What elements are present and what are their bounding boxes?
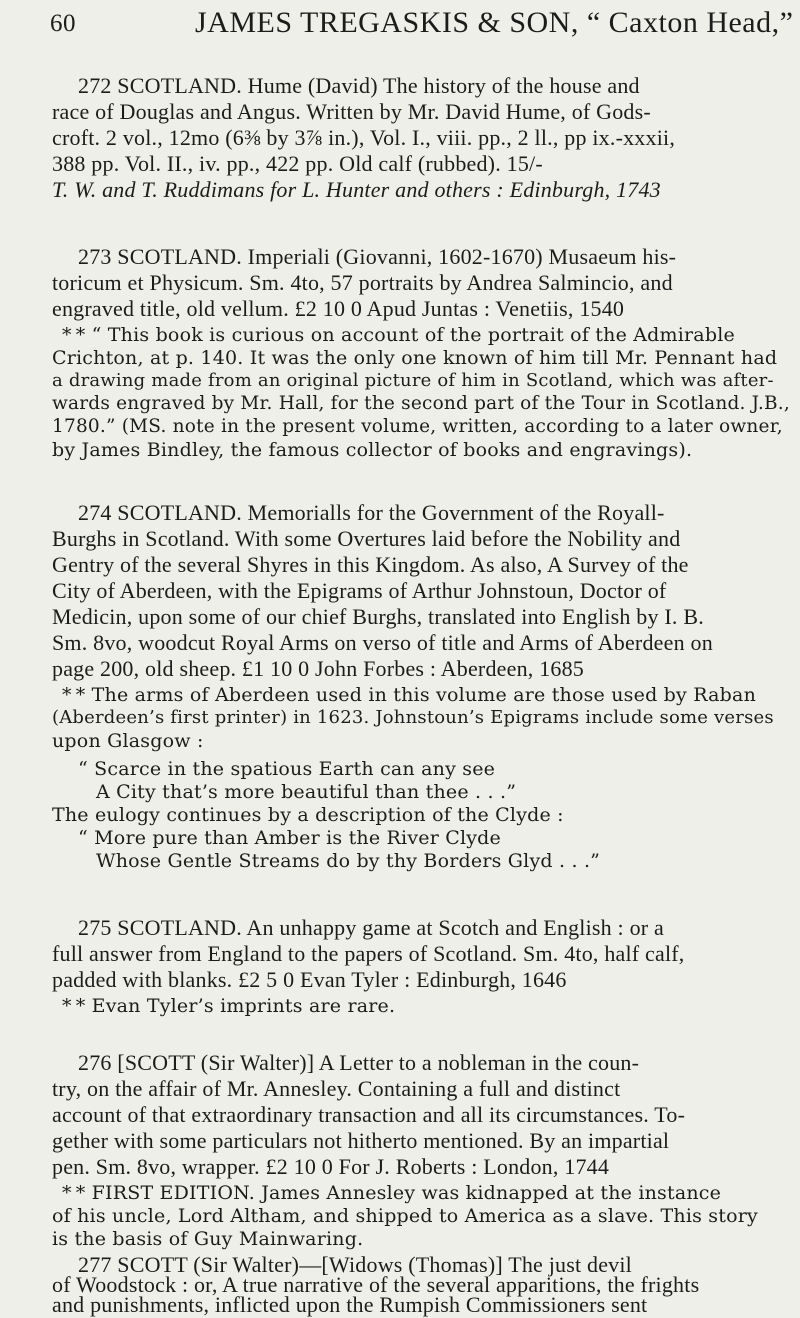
verse-line: “ More pure than Amber is the River Clyde <box>78 827 501 849</box>
entry-note: * * Evan Tyler’s imprints are rare. <box>62 995 396 1017</box>
entry-line: pen. Sm. 8vo, wrapper. £2 10 0 For J. Roberts : London, 1744 <box>52 1154 610 1179</box>
entry-note: a drawing made from an original picture of him in Scotland, which was after- <box>52 370 774 391</box>
verse-line: A City that’s more beautiful than thee . . .” <box>96 781 517 803</box>
entry-line: 388 pp. Vol. II., iv. pp., 422 pp. Old calf (rubbed). 15/- <box>52 151 543 176</box>
entry-line: Burghs in Scotland. With some Overtures laid before the Nobility and <box>52 526 681 551</box>
entry-note: 1780.” (MS. note in the present volume, written, according to a later owner, <box>52 416 783 437</box>
entry-line: 273 SCOTLAND. Imperiali (Giovanni, 1602-1670) Musaeum his- <box>78 244 677 269</box>
entry-line: 272 SCOTLAND. Hume (David) The history of the house and <box>78 73 640 98</box>
entry-line: page 200, old sheep. £1 10 0 John Forbes : Aberdeen, 1685 <box>52 656 584 681</box>
entry-note: Crichton, at p. 140. It was the only one known of him till Mr. Pennant had <box>52 347 778 369</box>
entry-line: race of Douglas and Angus. Written by Mr. David Hume, of Gods- <box>52 99 651 124</box>
entry-note: by James Bindley, the famous collector of books and engravings). <box>52 439 693 461</box>
entry-note: (Aberdeen’s first printer) in 1623. Johnstoun’s Epigrams include some verses <box>52 707 774 728</box>
entry-note: of his uncle, Lord Altham, and shipped to America as a slave. This story <box>52 1205 758 1227</box>
entry-line: 277 SCOTT (Sir Walter)—[Widows (Thomas)] The just devil <box>78 1252 632 1277</box>
entry-note: * * FIRST EDITION. James Annesley was kidnapped at the instance <box>62 1182 722 1204</box>
entry-line: toricum et Physicum. Sm. 4to, 57 portraits by Andrea Salmincio, and <box>52 270 673 295</box>
entry-line: croft. 2 vol., 12mo (6⅜ by 3⅞ in.), Vol. I., viii. pp., 2 ll., pp ix.-xxxii, <box>52 125 676 150</box>
entry-line: 274 SCOTLAND. Memorialls for the Government of the Royall- <box>78 500 665 525</box>
page-header <box>50 6 794 56</box>
entry-note: The eulogy continues by a description of the Clyde : <box>52 804 564 826</box>
verse-line: “ Scarce in the spatious Earth can any see <box>78 758 496 780</box>
entry-note: is the basis of Guy Mainwaring. <box>52 1228 364 1250</box>
entry-line: engraved title, old vellum. £2 10 0 Apud Juntas : Venetiis, 1540 <box>52 296 625 321</box>
entry-note: * * “ This book is curious on account of the portrait of the Admirable <box>62 324 735 346</box>
verse-line: Whose Gentle Streams do by thy Borders Glyd . . .” <box>96 850 601 872</box>
entry-line: full answer from England to the papers of Scotland. Sm. 4to, half calf, <box>52 941 685 966</box>
entry-note: wards engraved by Mr. Hall, for the second part of the Tour in Scotland. J.B., <box>52 393 790 414</box>
entry-line: 276 [SCOTT (Sir Walter)] A Letter to a nobleman in the coun- <box>78 1050 640 1075</box>
entry-imprint: T. W. and T. Ruddimans for L. Hunter and others : Edinburgh, 1743 <box>52 177 661 202</box>
entry-line: account of that extraordinary transaction and all its circumstances. To- <box>52 1102 686 1127</box>
entry-line: padded with blanks. £2 5 0 Evan Tyler : Edinburgh, 1646 <box>52 967 567 992</box>
entry-line: Gentry of the several Shyres in this Kingdom. As also, A Survey of the <box>52 552 689 577</box>
entry-line: try, on the affair of Mr. Annesley. Containing a full and distinct <box>52 1076 621 1101</box>
entry-line: 275 SCOTLAND. An unhappy game at Scotch and English : or a <box>78 915 664 940</box>
running-title: JAMES TREGASKIS & SON, “ Caxton Head,” <box>195 6 794 39</box>
entry-note: * * The arms of Aberdeen used in this volume are those used by Raban <box>62 684 757 706</box>
page-number: 60 <box>50 10 76 37</box>
entry-line: Medicin, upon some of our chief Burghs, translated into English by I. B. <box>52 604 704 629</box>
entry-line: gether with some particulars not hitherto mentioned. By an impartial <box>52 1128 670 1153</box>
entry-line: City of Aberdeen, with the Epigrams of Arthur Johnstoun, Doctor of <box>52 578 667 603</box>
entry-line: Sm. 8vo, woodcut Royal Arms on verso of title and Arms of Aberdeen on <box>52 630 713 655</box>
entry-line: and punishments, inflicted upon the Rumpish Commissioners sent <box>52 1292 648 1317</box>
entry-note: upon Glasgow : <box>52 730 204 752</box>
entry-line: of Woodstock : or, A true narrative of the several apparitions, the frights <box>52 1272 700 1297</box>
